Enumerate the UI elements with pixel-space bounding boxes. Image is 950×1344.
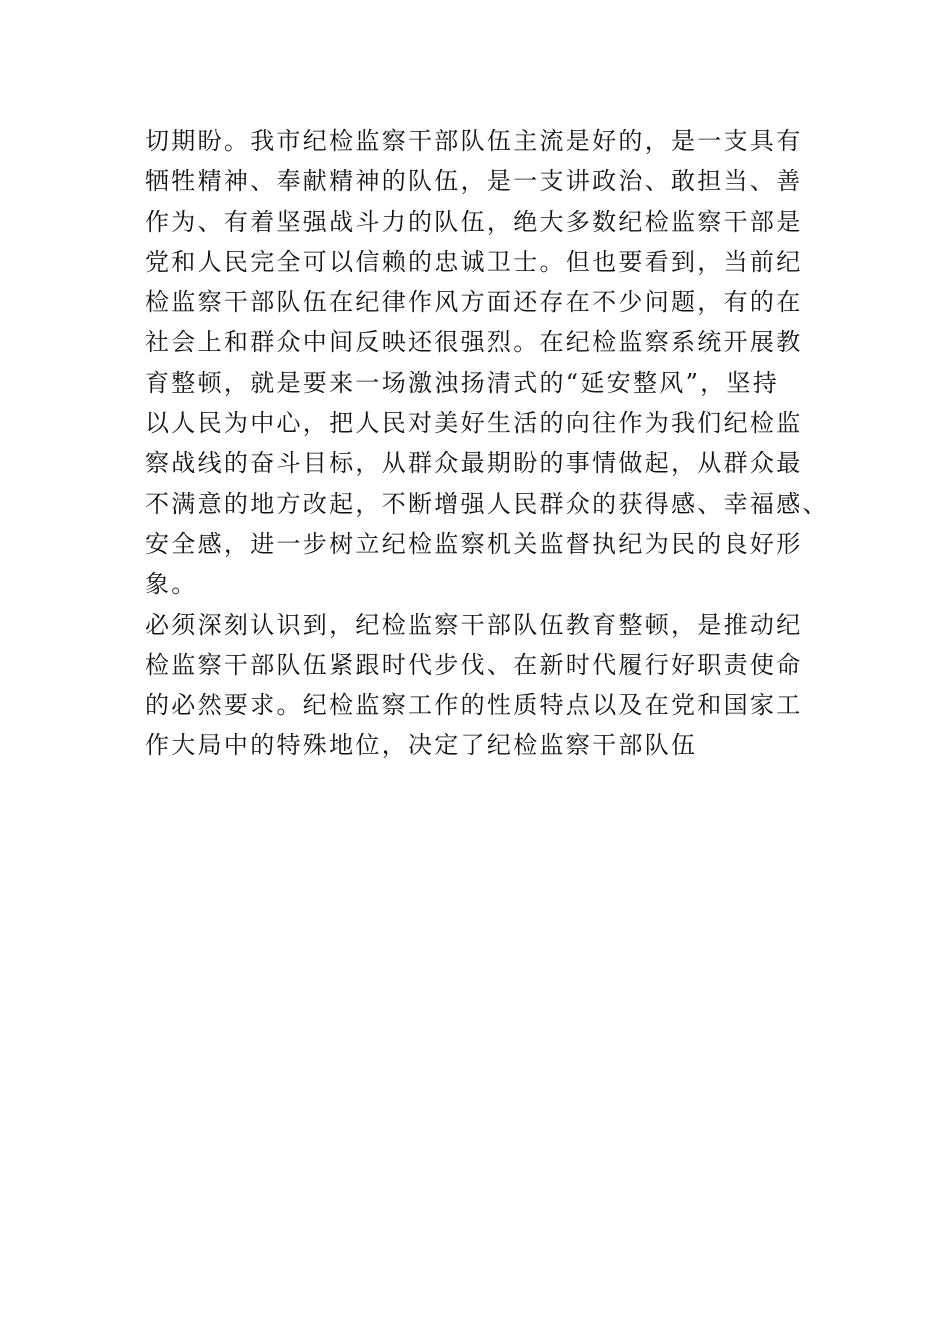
text-line: 必须深刻认识到，纪检监察干部队伍教育整顿，是推动纪 <box>145 610 803 639</box>
text-line: 社会上和群众中间反映还很强烈。在纪检监察系统开展教 <box>145 328 803 357</box>
text-line: 以人民为中心，把人民对美好生活的向往作为我们纪检监 <box>145 409 803 438</box>
text-line: 象。 <box>145 570 198 599</box>
text-line: 不满意的地方改起，不断增强人民群众的获得感、幸福感、 <box>145 489 829 518</box>
text-line: 党和人民完全可以信赖的忠诚卫士。但也要看到，当前纪 <box>145 247 803 276</box>
text-line: 牺牲精神、奉献精神的队伍，是一支讲政治、敢担当、善 <box>145 167 803 196</box>
text-line: 检监察干部队伍在纪律作风方面还存在不少问题，有的在 <box>145 288 803 317</box>
body-text <box>145 121 829 766</box>
text-line: 察战线的奋斗目标，从群众最期盼的事情做起，从群众最 <box>145 449 803 478</box>
text-line: 切期盼。我市纪检监察干部队伍主流是好的，是一支具有 <box>145 127 803 155</box>
text-line: 的必然要求。纪检监察工作的性质特点以及在党和国家工 <box>145 691 803 720</box>
text-line: 作大局中的特殊地位，决定了纪检监察干部队伍 <box>145 731 698 760</box>
text-line: 安全感，进一步树立纪检监察机关监督执纪为民的良好形 <box>145 529 803 558</box>
text-line: 育整顿，就是要来一场激浊扬清式的“延安整风”，坚持 <box>145 368 780 397</box>
text-line: 检监察干部队伍紧跟时代步伐、在新时代履行好职责使命 <box>145 650 803 679</box>
text-line: 作为、有着坚强战斗力的队伍，绝大多数纪检监察干部是 <box>145 207 803 236</box>
